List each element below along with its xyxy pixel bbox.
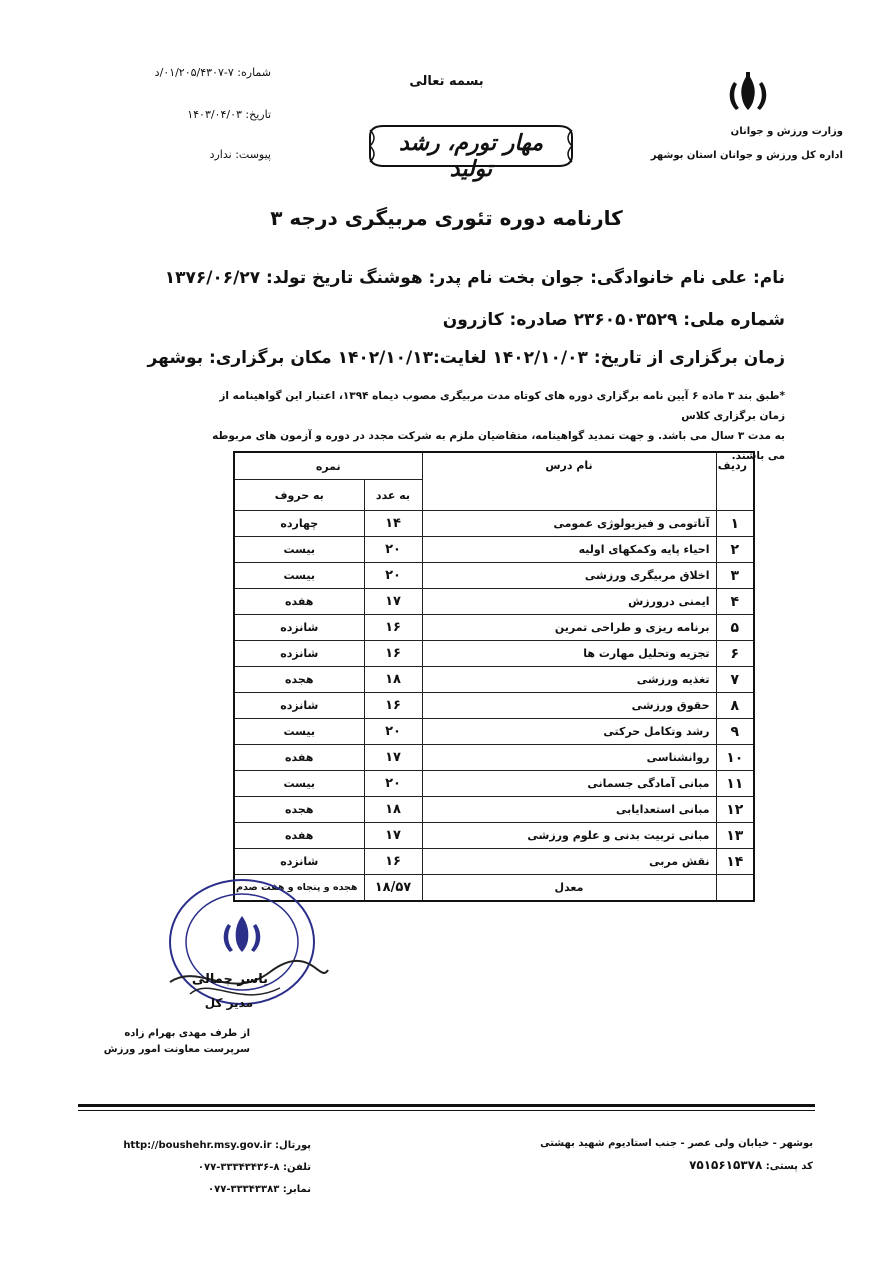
table-row (234, 849, 754, 875)
grade-number: ۱۴ (364, 511, 422, 537)
national-id-line: شماره ملی: ۲۳۶۰۵۰۳۵۲۹ صادره: کازرون (442, 310, 785, 330)
grade-words: هفده (234, 745, 364, 771)
table-row (234, 693, 754, 719)
number-value: ۷-۰۱/۲۰۵/۴۳۰۷/د (154, 66, 234, 79)
grades-table (233, 451, 755, 902)
table-row (234, 719, 754, 745)
bismillah: بسمه تعالی (409, 74, 484, 89)
fax-value: ۰۷۷-۳۳۳۴۳۳۸۳ (208, 1184, 280, 1195)
grade-words: چهارده (234, 511, 364, 537)
grade-number: ۱۷ (364, 745, 422, 771)
deputy-position: سرپرست معاونت امور ورزش (103, 1044, 250, 1055)
course-name: مبانی آمادگی جسمانی (422, 771, 716, 797)
phone-value: ۰۷۷-۳۳۳۴۳۴۳۶-۸ (197, 1162, 280, 1173)
letter-date (187, 108, 271, 121)
grade-words: شانزده (234, 849, 364, 875)
row-number: ۱۴ (716, 849, 754, 875)
grade-words: بیست (234, 771, 364, 797)
avg-words: هجده و پنجاه و هفت صدم (234, 875, 364, 902)
director-name: یاسر جمالی (191, 972, 268, 987)
on-behalf-text: از طرف مهدی بهرام زاده (124, 1028, 250, 1039)
course-name: روانشناسی (422, 745, 716, 771)
col-grade-header: نمره (234, 452, 422, 480)
table-row (234, 563, 754, 589)
table-row (234, 771, 754, 797)
grade-number: ۱۶ (364, 641, 422, 667)
student-info-line: نام: علی نام خانوادگی: جوان بخت نام پدر: هوشنگ تاریخ تولد: ۱۳۷۶/۰۶/۲۷ (164, 268, 785, 288)
row-number: ۳ (716, 563, 754, 589)
col-grade-num-header: به عدد (364, 480, 422, 511)
col-grade-word-header: به حروف (234, 480, 364, 511)
grade-rows (234, 511, 754, 875)
grade-words: شانزده (234, 615, 364, 641)
col-course-header: نام درس (422, 452, 716, 511)
portal-link[interactable]: http://boushehr.msy.gov.ir (123, 1140, 272, 1151)
course-name: تغذیه ورزشی (422, 667, 716, 693)
footer-divider-thick (78, 1104, 815, 1107)
grade-words: بیست (234, 563, 364, 589)
footer-postal (689, 1158, 813, 1172)
letter-attachment (210, 148, 271, 161)
date-value: ۱۴۰۳/۰۴/۰۳ (187, 108, 242, 121)
table-row (234, 589, 754, 615)
course-name: برنامه ریزی و طراحی تمرین (422, 615, 716, 641)
course-dates-line: زمان برگزاری از تاریخ: ۱۴۰۲/۱۰/۰۳ لغایت:۱۴۰۲/۱۰/۱۳ مکان برگزاری: بوشهر (147, 348, 785, 368)
phone-label: تلفن: (282, 1162, 311, 1173)
attachment-label: پیوست: (235, 148, 271, 161)
portal-label: پورتال: (275, 1140, 311, 1151)
director-title: مدیر کل (204, 996, 253, 1010)
grade-words: هجده (234, 797, 364, 823)
attachment-value: ندارد (209, 148, 232, 161)
course-name: رشد وتکامل حرکتی (422, 719, 716, 745)
table-row (234, 797, 754, 823)
grade-number: ۲۰ (364, 771, 422, 797)
course-name: آناتومی و فیزیولوژی عمومی (422, 511, 716, 537)
fax-label: نمابر: (282, 1184, 311, 1195)
grade-words: شانزده (234, 693, 364, 719)
course-name: ایمنی درورزش (422, 589, 716, 615)
row-number: ۷ (716, 667, 754, 693)
grade-words: هجده (234, 667, 364, 693)
directorate-name: اداره کل ورزش و جوانان استان بوشهر (650, 150, 843, 161)
footer-fax (208, 1184, 311, 1195)
grade-words: هفده (234, 823, 364, 849)
course-name: مبانی استعدایابی (422, 797, 716, 823)
grade-number: ۱۸ (364, 797, 422, 823)
row-number: ۸ (716, 693, 754, 719)
table-row (234, 641, 754, 667)
grade-number: ۱۷ (364, 589, 422, 615)
grade-number: ۲۰ (364, 563, 422, 589)
grade-number: ۱۶ (364, 615, 422, 641)
course-name: نقش مربی (422, 849, 716, 875)
row-number: ۹ (716, 719, 754, 745)
grade-words: بیست (234, 537, 364, 563)
validity-note-line2: به مدت ۳ سال می باشد. و جهت تمدید گواهینامه، متقاضیان ملزم به شرکت مجدد در دوره و آزمون های مربوطه می باشند. (212, 430, 785, 462)
course-name: احیاء پایه وکمکهای اولیه (422, 537, 716, 563)
grade-words: بیست (234, 719, 364, 745)
avg-label: معدل (422, 875, 716, 902)
course-name: حقوق ورزشی (422, 693, 716, 719)
slogan-text: مهار تورم، رشد تولید (398, 130, 543, 182)
course-name: مبانی تربیت بدنی و علوم ورزشی (422, 823, 716, 849)
table-row (234, 823, 754, 849)
grade-number: ۱۸ (364, 667, 422, 693)
footer-address: بوشهر - خیابان ولی عصر - جنب استادیوم شهید بهشتی (540, 1138, 813, 1149)
row-number: ۱ (716, 511, 754, 537)
table-row (234, 537, 754, 563)
avg-row-empty (716, 875, 754, 902)
table-row (234, 615, 754, 641)
row-number: ۲ (716, 537, 754, 563)
table-row (234, 745, 754, 771)
row-number: ۱۳ (716, 823, 754, 849)
ministry-name: وزارت ورزش و جوانان (730, 126, 843, 137)
avg-number: ۱۸/۵۷ (364, 875, 422, 902)
page-title: کارنامه دوره تئوری مربیگری درجه ۳ (270, 206, 623, 230)
date-label: تاریخ: (245, 108, 271, 121)
row-number: ۵ (716, 615, 754, 641)
row-number: ۱۱ (716, 771, 754, 797)
grade-words: هفده (234, 589, 364, 615)
iran-emblem-icon (722, 68, 774, 120)
validity-note-line1: *طبق بند ۳ ماده ۶ آیین نامه برگزاری دوره های کوتاه مدت مربیگری مصوب دیماه ۱۳۹۴، اعتبار این گواهینامه از زمان برگزاری کلاس (219, 390, 785, 422)
postal-label: کد پستی: (765, 1161, 813, 1172)
row-number: ۱۲ (716, 797, 754, 823)
grade-words: شانزده (234, 641, 364, 667)
slogan-frame (366, 122, 576, 182)
row-number: ۶ (716, 641, 754, 667)
footer-phone (198, 1162, 311, 1173)
row-number: ۴ (716, 589, 754, 615)
course-name: اخلاق مربیگری ورزشی (422, 563, 716, 589)
number-label: شماره: (237, 66, 271, 79)
grade-number: ۱۷ (364, 823, 422, 849)
grade-number: ۲۰ (364, 719, 422, 745)
footer-portal (123, 1140, 311, 1151)
row-number: ۱۰ (716, 745, 754, 771)
table-row (234, 667, 754, 693)
table-row (234, 511, 754, 537)
course-name: تجزیه وتحلیل مهارت ها (422, 641, 716, 667)
grade-number: ۱۶ (364, 693, 422, 719)
grade-number: ۱۶ (364, 849, 422, 875)
postal-value: ۷۵۱۵۶۱۵۳۷۸ (689, 1158, 763, 1172)
col-row-header: ردیف (716, 452, 754, 511)
grade-number: ۲۰ (364, 537, 422, 563)
footer-divider-thin (78, 1110, 815, 1111)
